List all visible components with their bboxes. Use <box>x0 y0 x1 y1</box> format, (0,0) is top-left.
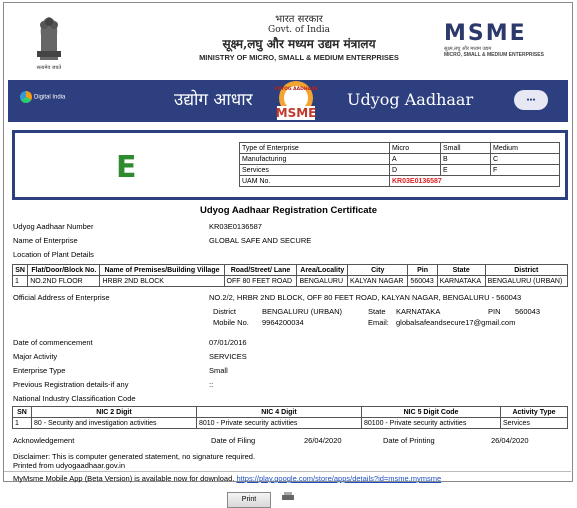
field-label: Date of commencement <box>13 338 93 347</box>
mobile-label: Mobile No. <box>213 318 249 327</box>
district-value: BENGALURU (URBAN) <box>262 307 343 316</box>
enterprise-type-table <box>239 142 560 187</box>
table-cell: B <box>441 154 491 165</box>
table-header: Activity Type <box>501 407 568 418</box>
printing-date-value: 26/04/2020 <box>491 436 529 445</box>
field-label: Udyog Aadhaar Number <box>13 222 94 231</box>
ministry-text: MINISTRY OF MICRO, SMALL & MEDIUM ENTERPRISES <box>199 53 399 62</box>
header <box>4 3 572 83</box>
hindi-gov-text: भारत सरकार <box>275 14 323 25</box>
table-cell: NO.2ND FLOOR <box>28 276 100 287</box>
table-header: State <box>437 265 485 276</box>
government-heading <box>184 11 414 62</box>
table-row <box>240 154 560 165</box>
uam-number: KR03E0136587 <box>390 176 560 187</box>
table-cell: Micro <box>390 143 441 154</box>
national-emblem-icon <box>32 11 66 73</box>
table-cell: BENGALURU (URBAN) <box>485 276 567 287</box>
seal-top-text: UDYOG AADHAAR <box>273 87 319 92</box>
field-label: National Industry Classification Code <box>13 394 136 403</box>
table-header: Name of Premises/Building Village <box>100 265 224 276</box>
table-cell: 80100 - Private security activities <box>362 418 501 429</box>
state-value: KARNATAKA <box>396 307 441 316</box>
table-cell: KARNATAKA <box>437 276 485 287</box>
district-label: District <box>213 307 236 316</box>
banner-english-title: Udyog Aadhaar <box>347 90 474 109</box>
digital-india-text: Digital India <box>34 94 66 101</box>
app-download-link[interactable]: https://play.google.com/store/apps/details?id=msme.mymsme <box>236 474 442 483</box>
digital-india-icon <box>20 91 32 103</box>
table-cell: Medium <box>491 143 560 154</box>
email-value: globalsafeandsecure17@gmail.com <box>396 318 516 327</box>
state-label: State <box>368 307 386 316</box>
udyog-aadhaar-seal-icon <box>265 80 327 122</box>
official-address-label: Official Address of Enterprise <box>13 293 110 302</box>
field-value: KR03E0136587 <box>209 222 262 231</box>
table-cell: D <box>390 165 441 176</box>
mobile-value: 9964200034 <box>262 318 304 327</box>
table-header: City <box>348 265 408 276</box>
table-cell: C <box>491 154 560 165</box>
field-label: Name of Enterprise <box>13 236 78 245</box>
field-value: Small <box>209 366 228 375</box>
table-cell: E <box>441 165 491 176</box>
field-label: Location of Plant Details <box>13 250 94 259</box>
seal-msme-text: MSME <box>275 106 317 120</box>
banner-hindi-title: उद्योग आधार <box>174 90 253 110</box>
hindi-ministry-text: सूक्ष्म,लघु और मध्यम उद्यम मंत्रालय <box>222 37 376 51</box>
table-header-row <box>13 407 568 418</box>
digital-india-logo <box>20 91 65 103</box>
filing-date-value: 26/04/2020 <box>304 436 342 445</box>
table-cell: OFF 80 FEET ROAD <box>224 276 297 287</box>
table-header: Road/Street/ Lane <box>224 265 297 276</box>
table-header: NIC 5 Digit Code <box>362 407 501 418</box>
table-cell: 8010 - Private security activities <box>197 418 362 429</box>
table-header: Pin <box>408 265 437 276</box>
print-bar <box>227 488 295 508</box>
table-cell: Manufacturing <box>240 154 390 165</box>
table-header: SN <box>13 407 32 418</box>
table-cell: 80 - Security and investigation activities <box>32 418 197 429</box>
filing-date-label: Date of Filing <box>211 436 256 445</box>
table-row <box>13 418 568 429</box>
table-header: Flat/Door/Block No. <box>28 265 100 276</box>
official-address-value: NO.2/2, HRBR 2ND BLOCK, OFF 80 FEET ROAD, KALYAN NAGAR, BENGALURU - 560043 <box>209 293 522 302</box>
table-row <box>240 143 560 154</box>
field-value: GLOBAL SAFE AND SECURE <box>209 236 312 245</box>
uam-label: UAM No. <box>240 176 390 187</box>
svg-text:सत्यमेव जयते: सत्यमेव जयते <box>36 65 62 71</box>
table-cell: A <box>390 154 441 165</box>
divider <box>4 471 571 472</box>
printer-icon[interactable] <box>281 492 295 502</box>
certificate-title: Udyog Aadhaar Registration Certificate <box>199 205 378 216</box>
table-header: Area/Locality <box>297 265 348 276</box>
table-cell: Small <box>441 143 491 154</box>
table-cell: HRBR 2ND BLOCK <box>100 276 224 287</box>
field-label: Major Activity <box>13 352 58 361</box>
email-label: Email: <box>368 318 389 327</box>
pin-value: 560043 <box>515 307 541 316</box>
table-cell: BENGALURU <box>297 276 348 287</box>
udyog-banner <box>8 80 568 122</box>
table-cell: Type of Enterprise <box>240 143 390 154</box>
table-cell: 1 <box>13 276 28 287</box>
field-value: :: <box>209 380 214 389</box>
table-cell: Services <box>240 165 390 176</box>
plant-details-table <box>12 264 568 287</box>
field-value: 07/01/2016 <box>209 338 247 347</box>
acknowledgement-label: Acknowledgement <box>13 436 75 445</box>
field-label: Enterprise Type <box>13 366 66 375</box>
table-cell: 560043 <box>408 276 437 287</box>
msme-logo-hindi: सूक्ष्म,लघु और मध्यम उद्यम <box>444 46 492 52</box>
table-header: District <box>485 265 567 276</box>
table-row <box>240 165 560 176</box>
msme-logo <box>444 21 556 58</box>
field-value: SERVICES <box>209 352 247 361</box>
table-row <box>13 276 568 287</box>
field-label: Previous Registration details-if any <box>13 380 129 389</box>
msme-logo-sub: MICRO, SMALL & MEDIUM ENTERPRISES <box>444 52 544 58</box>
table-cell: Services <box>501 418 568 429</box>
printed-from-text: Printed from udyogaadhaar.gov.in <box>13 461 126 470</box>
table-cell: F <box>491 165 560 176</box>
pin-label: PIN <box>488 307 501 316</box>
print-button[interactable]: Print <box>227 492 271 508</box>
msme-logo-word: MSME <box>444 21 527 46</box>
table-header: NIC 4 Digit <box>197 407 362 418</box>
table-row <box>240 176 560 187</box>
nic-code-table <box>12 406 568 429</box>
table-cell: KALYAN NAGAR <box>348 276 408 287</box>
app-promo-text: MyMsme Mobile App (Beta Version) is available now for download. <box>13 474 235 483</box>
table-cell: 1 <box>13 418 32 429</box>
app-promo <box>13 474 441 483</box>
disclaimer-text: Disclaimer: This is computer generated statement, no signature required. <box>13 452 256 461</box>
table-header-row <box>13 265 568 276</box>
banner-right-emblem-icon: ●●● <box>514 90 548 110</box>
table-header: SN <box>13 265 28 276</box>
table-header: NIC 2 Digit <box>32 407 197 418</box>
enterprise-category-letter: E <box>116 150 137 185</box>
govt-text: Govt. of India <box>268 25 330 35</box>
printing-date-label: Date of Printing <box>383 436 435 445</box>
